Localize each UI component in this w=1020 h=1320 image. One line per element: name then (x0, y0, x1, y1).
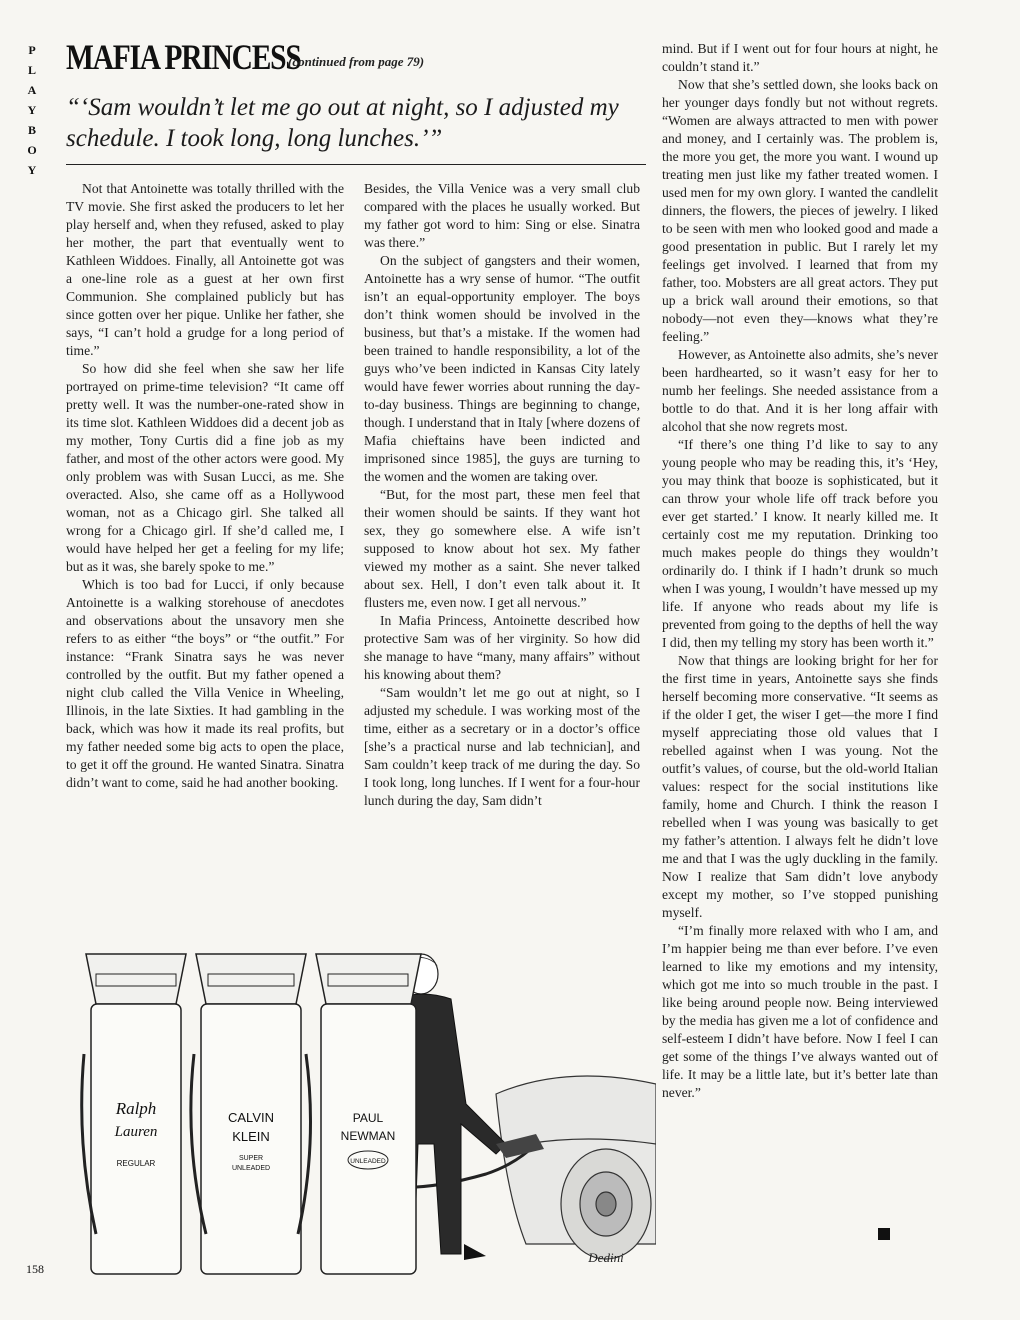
gas-pump-2 (191, 954, 311, 1274)
pull-quote: “‘Sam wouldn’t let me go out at night, so I adjusted my schedule. I took long, long lunches.’” (66, 94, 619, 152)
pump1-brand-line1: Ralph (115, 1099, 157, 1118)
paragraph: Which is too bad for Lucci, if only because Antoinette is a walking storehouse of anecdotes and observations about the unsavory men she refers to as either “the boys” or “the outfit.” For instance: “Frank Sinatra says he was never controlled by the outfit. But my father opened a night club called the Villa Venice in Wheeling, Illinois, in the late Sixties. It had gambling in the back, which was how it made its real profits, but my father needed some big acts to open the place, to get it off the ground. He wanted Sinatra. Sinatra didn’t want to come, said he had another booking. (66, 577, 344, 790)
paragraph: “Sam wouldn’t let me go out at night, so I adjusted my schedule. I was working most of the time, either as a secretary or in a doctor’s office [she’s a practical nurse and lab technician], and Sam couldn’t keep track of me during the day. So I took long, long lunches. If I went for a four-hour lunch during the day, Sam didn’t (364, 685, 640, 808)
paragraph: So how did she feel when she saw her life portrayed on prime-time television? “It came off pretty well. It was the number-one-rated show in its time slot. Kathleen Widdoes did a decent job as my mother, Tony Curtis did a fine job as my father, and most of the other actors were good. My only problem was with Susan Lucci, as me. She overacted. Also, she came off as a Hollywood woman, not as a Chicago girl. She talked all wrong for a Chicago girl. If she’d called me, I would have helped her get a feeling for my life; but as it was, she barely spoke to me.” (66, 361, 344, 574)
pump2-grade1: SUPER (238, 1155, 264, 1162)
paragraph: On the subject of gangsters and their women, Antoinette has a wry sense of humor. “The outfit isn’t an equal-opportunity employer. The boys don’t think women should be involved in the business, but that’s a mistake. If the women had been trained to handle responsibility, a lot of the guys who’ve been indicted in Kansas City lately would have fewer worries about running the day-to-day business. Things are beginning to change, though. I understand that in Italy [where dozens of Mafia chieftains have been indicted and imprisoned since 1985], the guys are turning to the women and the women are taking over. (364, 253, 640, 484)
pump1-grade: REGULAR (116, 1159, 156, 1168)
paragraph: “But, for the most part, these men feel that their women should be saints. If they want hot sex, they go somewhere else. A wife isn’t supposed to know about hot sex. My father viewed my mother as a saint. She never talked about sex. Hell, I don’t even talk about it. It flusters me, even now. I get all nervous.” (364, 487, 640, 610)
logo-letter: P (28, 43, 36, 57)
pump1-brand-line2: Lauren (114, 1124, 158, 1140)
page-number: 158 (26, 1262, 44, 1276)
end-mark-icon (878, 1228, 890, 1240)
pump2-grade2: UNLEADED (231, 1165, 271, 1172)
paragraph: Not that Antoinette was totally thrilled with the TV movie. She first asked the producers to let her play herself and, when they refused, asked to play her mother, the part that eventually went to Kathleen Widdoes. Finally, all Antoinette got was a one-line role as a guest at her own first Communion. She complained publicly but has since gotten over her pique. Unlike her father, she says, “I can’t hold a grudge for a long period of time.” (66, 181, 344, 358)
header-rule (66, 164, 646, 165)
pump2-brand-line2: KLEIN (232, 1129, 270, 1144)
logo-letter: B (27, 123, 36, 137)
paragraph: Besides, the Villa Venice was a very small club compared with the places he usually worked. But my father got word to him: Sing or else. Sinatra was there.” (364, 181, 640, 250)
paragraph: In Mafia Princess, Antoinette described how protective Sam was of her virginity. So how did she manage to have “many, many affairs” without his knowing about them? (364, 613, 640, 682)
text-column-2 (364, 180, 640, 810)
logo-letter: L (27, 63, 36, 77)
paragraph: mind. But if I went out for four hours at night, he couldn’t stand it.” (662, 41, 938, 74)
article-title: MAFIA PRINCESS (66, 37, 301, 77)
vertical-playboy-logo (22, 40, 42, 180)
logo-letter: O (27, 143, 37, 157)
gas-pump-3 (316, 954, 421, 1274)
pump3-brand-line1: PAUL (352, 1111, 384, 1125)
cartoon-illustration (66, 944, 656, 1284)
logo-letter: Y (27, 163, 37, 177)
text-column-3 (662, 40, 938, 1102)
paragraph: However, as Antoinette also admits, she’s never been hardhearted, so it wasn’t easy for her to numb her feelings. She needed assistance from a bottle to do that. And it is her long affair with alcohol that she now regrets most. (662, 347, 938, 434)
pump2-brand-line1: CALVIN (228, 1110, 274, 1125)
text-column-1 (66, 180, 344, 792)
paragraph: Now that things are looking bright for her for the first time in years, Antoinette says she finds herself becoming more conservative. “It seems as if the older I get, the wiser I get—the more I find myself appreciating those old values that I rebelled against when I was young. Not the outfit’s values, of course, but the old-world Italian values: respect for the social institutions like family, home and Church. I think the reason I rebelled when I was young was basically to get my father’s attention. I always felt he didn’t love me and that I was the ugly duckling in the family. Now I realize that Sam didn’t love anybody except my mother, so I’ve stopped punishing myself. (662, 653, 938, 920)
logo-letter: Y (27, 103, 37, 117)
cartoonist-signature: Dedini (588, 1250, 624, 1265)
logo-letter: A (27, 83, 37, 97)
paragraph: Now that she’s settled down, she looks back on her younger days fondly but not without regrets. “Women are always attracted to men with power and money, and I certainly was. The problem is, the more you get, the more you want. I wound up treating men just like my father treated women. I used men for my own glory. I wanted the candlelit dinners, the flowers, the pieces of jewelry. I liked to be seen with men who looked good and made a good presentation in public. But I rarely let my feelings get involved. I learned that from my father, too. Mobsters are all great actors. They put up a brick wall around their emotions, so that nobody—not even they—knows what they’re feeling.” (662, 77, 938, 344)
continued-note: (continued from page 79) (288, 54, 425, 69)
pump3-brand-line2: NEWMAN (340, 1129, 396, 1143)
paragraph: “I’m finally more relaxed with who I am, and I’m happier being me than ever before. I’ve even learned to like my emotions and my intensity, which got me into so much trouble in the past. I like being around people now. Being interviewed by the media has given me a lot of confidence and self-esteem I didn’t have before. Now I feel I can get some of the things I’ve always wanted out of life. It may be a little late, but it’s better late than never.” (662, 923, 938, 1100)
pump3-grade: UNLEADED (350, 1158, 386, 1165)
gas-pump-1 (82, 954, 186, 1274)
paragraph: “If there’s one thing I’d like to say to any young people who may be reading this, it’s ‘Hey, you may think that booze is sophisticated, but it can throw your whole life off track before you ever get started.’ I know. It nearly killed me. It certainly cost me my reputation. Drinking too much makes people do things they wouldn’t ordinarily do. I think if I hadn’t drunk so much when I was young, I wouldn’t have messed up my life. If anyone who reads about my life is prevented from going to the depths of hell the way I did, then my telling my story has been worth it.” (662, 437, 938, 650)
article-header (66, 36, 646, 76)
car-drawing (496, 1076, 656, 1259)
